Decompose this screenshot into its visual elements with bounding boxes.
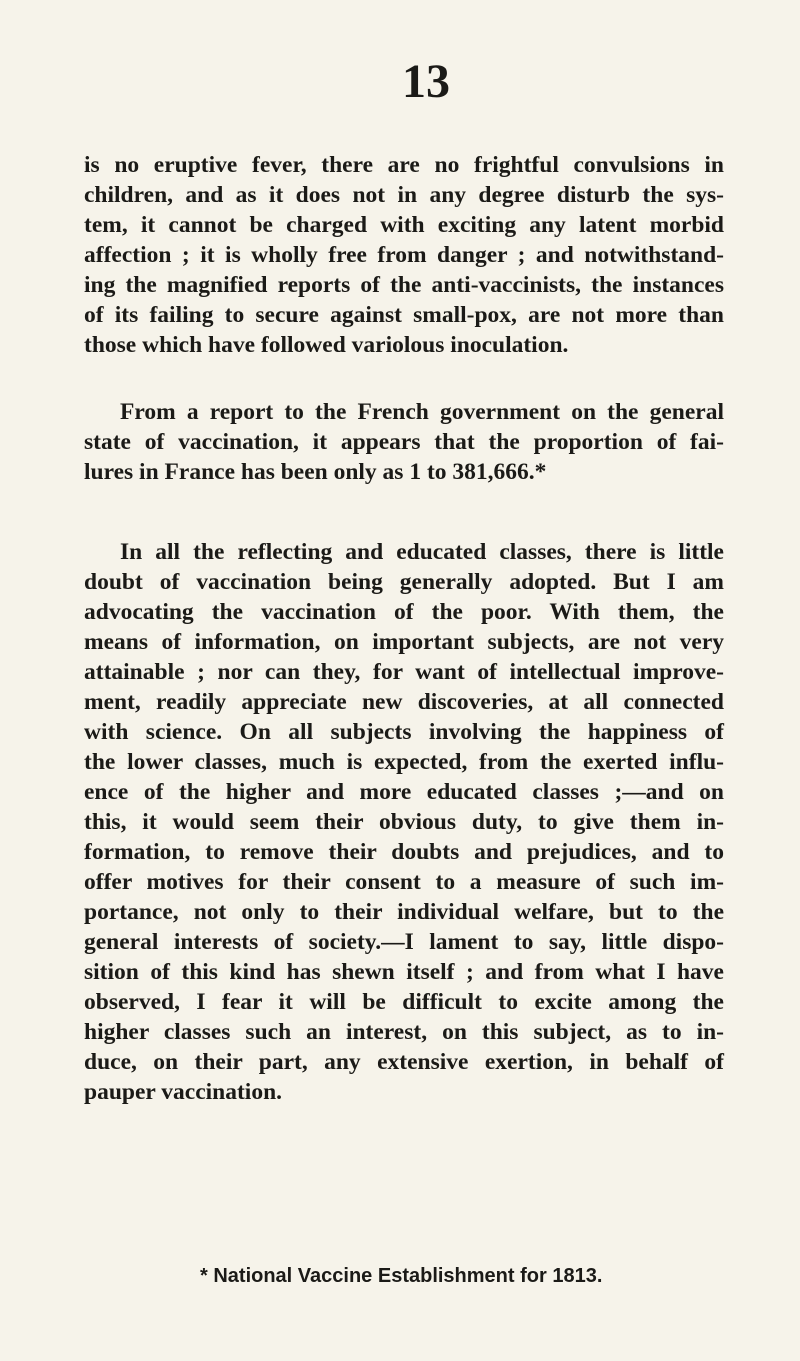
footnote: * National Vaccine Establishment for 1813.: [200, 1265, 603, 1287]
text-line: children, and as it does not in any degree disturb the sys-: [84, 182, 724, 208]
text-line: state of vaccination, it appears that the proportion of fai-: [84, 429, 724, 455]
paragraph-3: [84, 537, 724, 1107]
text-line: pauper vaccination.: [84, 1079, 283, 1105]
text-line: advocating the vaccination of the poor. With them, the: [84, 599, 724, 625]
text-line: offer motives for their consent to a measure of such im-: [84, 869, 724, 895]
text-line: In all the reflecting and educated classes, there is little: [120, 539, 724, 565]
text-line: is no eruptive fever, there are no frightful convulsions in: [84, 152, 724, 178]
text-line: tem, it cannot be charged with exciting any latent morbid: [84, 212, 724, 238]
text-line: ing the magnified reports of the anti-vaccinists, the instances: [84, 272, 724, 298]
text-line: of its failing to secure against small-pox, are not more than: [84, 302, 724, 328]
text-line: affection ; it is wholly free from danger ; and notwithstand-: [84, 242, 724, 268]
text-line: this, it would seem their obvious duty, to give them in-: [84, 809, 724, 835]
text-line: those which have followed variolous inoculation.: [84, 332, 569, 358]
text-line: doubt of vaccination being generally adopted. But I am: [84, 569, 724, 595]
text-line: sition of this kind has shewn itself ; and from what I have: [84, 959, 724, 985]
text-line: portance, not only to their individual welfare, but to the: [84, 899, 724, 925]
paragraph-1: [84, 150, 724, 360]
text-line: general interests of society.—I lament to say, little dispo-: [84, 929, 724, 955]
text-line: with science. On all subjects involving the happiness of: [84, 719, 724, 745]
text-line: observed, I fear it will be difficult to excite among the: [84, 989, 724, 1015]
text-line: lures in France has been only as 1 to 381,666.*: [84, 459, 547, 485]
text-line: ence of the higher and more educated classes ;—and on: [84, 779, 724, 805]
text-line: duce, on their part, any extensive exertion, in behalf of: [84, 1049, 724, 1075]
paragraph-2: [84, 397, 724, 487]
text-line: From a report to the French government on the general: [120, 399, 724, 425]
text-line: attainable ; nor can they, for want of intellectual improve-: [84, 659, 724, 685]
text-line: formation, to remove their doubts and prejudices, and to: [84, 839, 724, 865]
text-line: means of information, on important subjects, are not very: [84, 629, 724, 655]
text-line: higher classes such an interest, on this subject, as to in-: [84, 1019, 724, 1045]
page-number: 13: [402, 55, 450, 108]
text-line: ment, readily appreciate new discoveries, at all connected: [84, 689, 724, 715]
text-line: the lower classes, much is expected, from the exerted influ-: [84, 749, 724, 775]
